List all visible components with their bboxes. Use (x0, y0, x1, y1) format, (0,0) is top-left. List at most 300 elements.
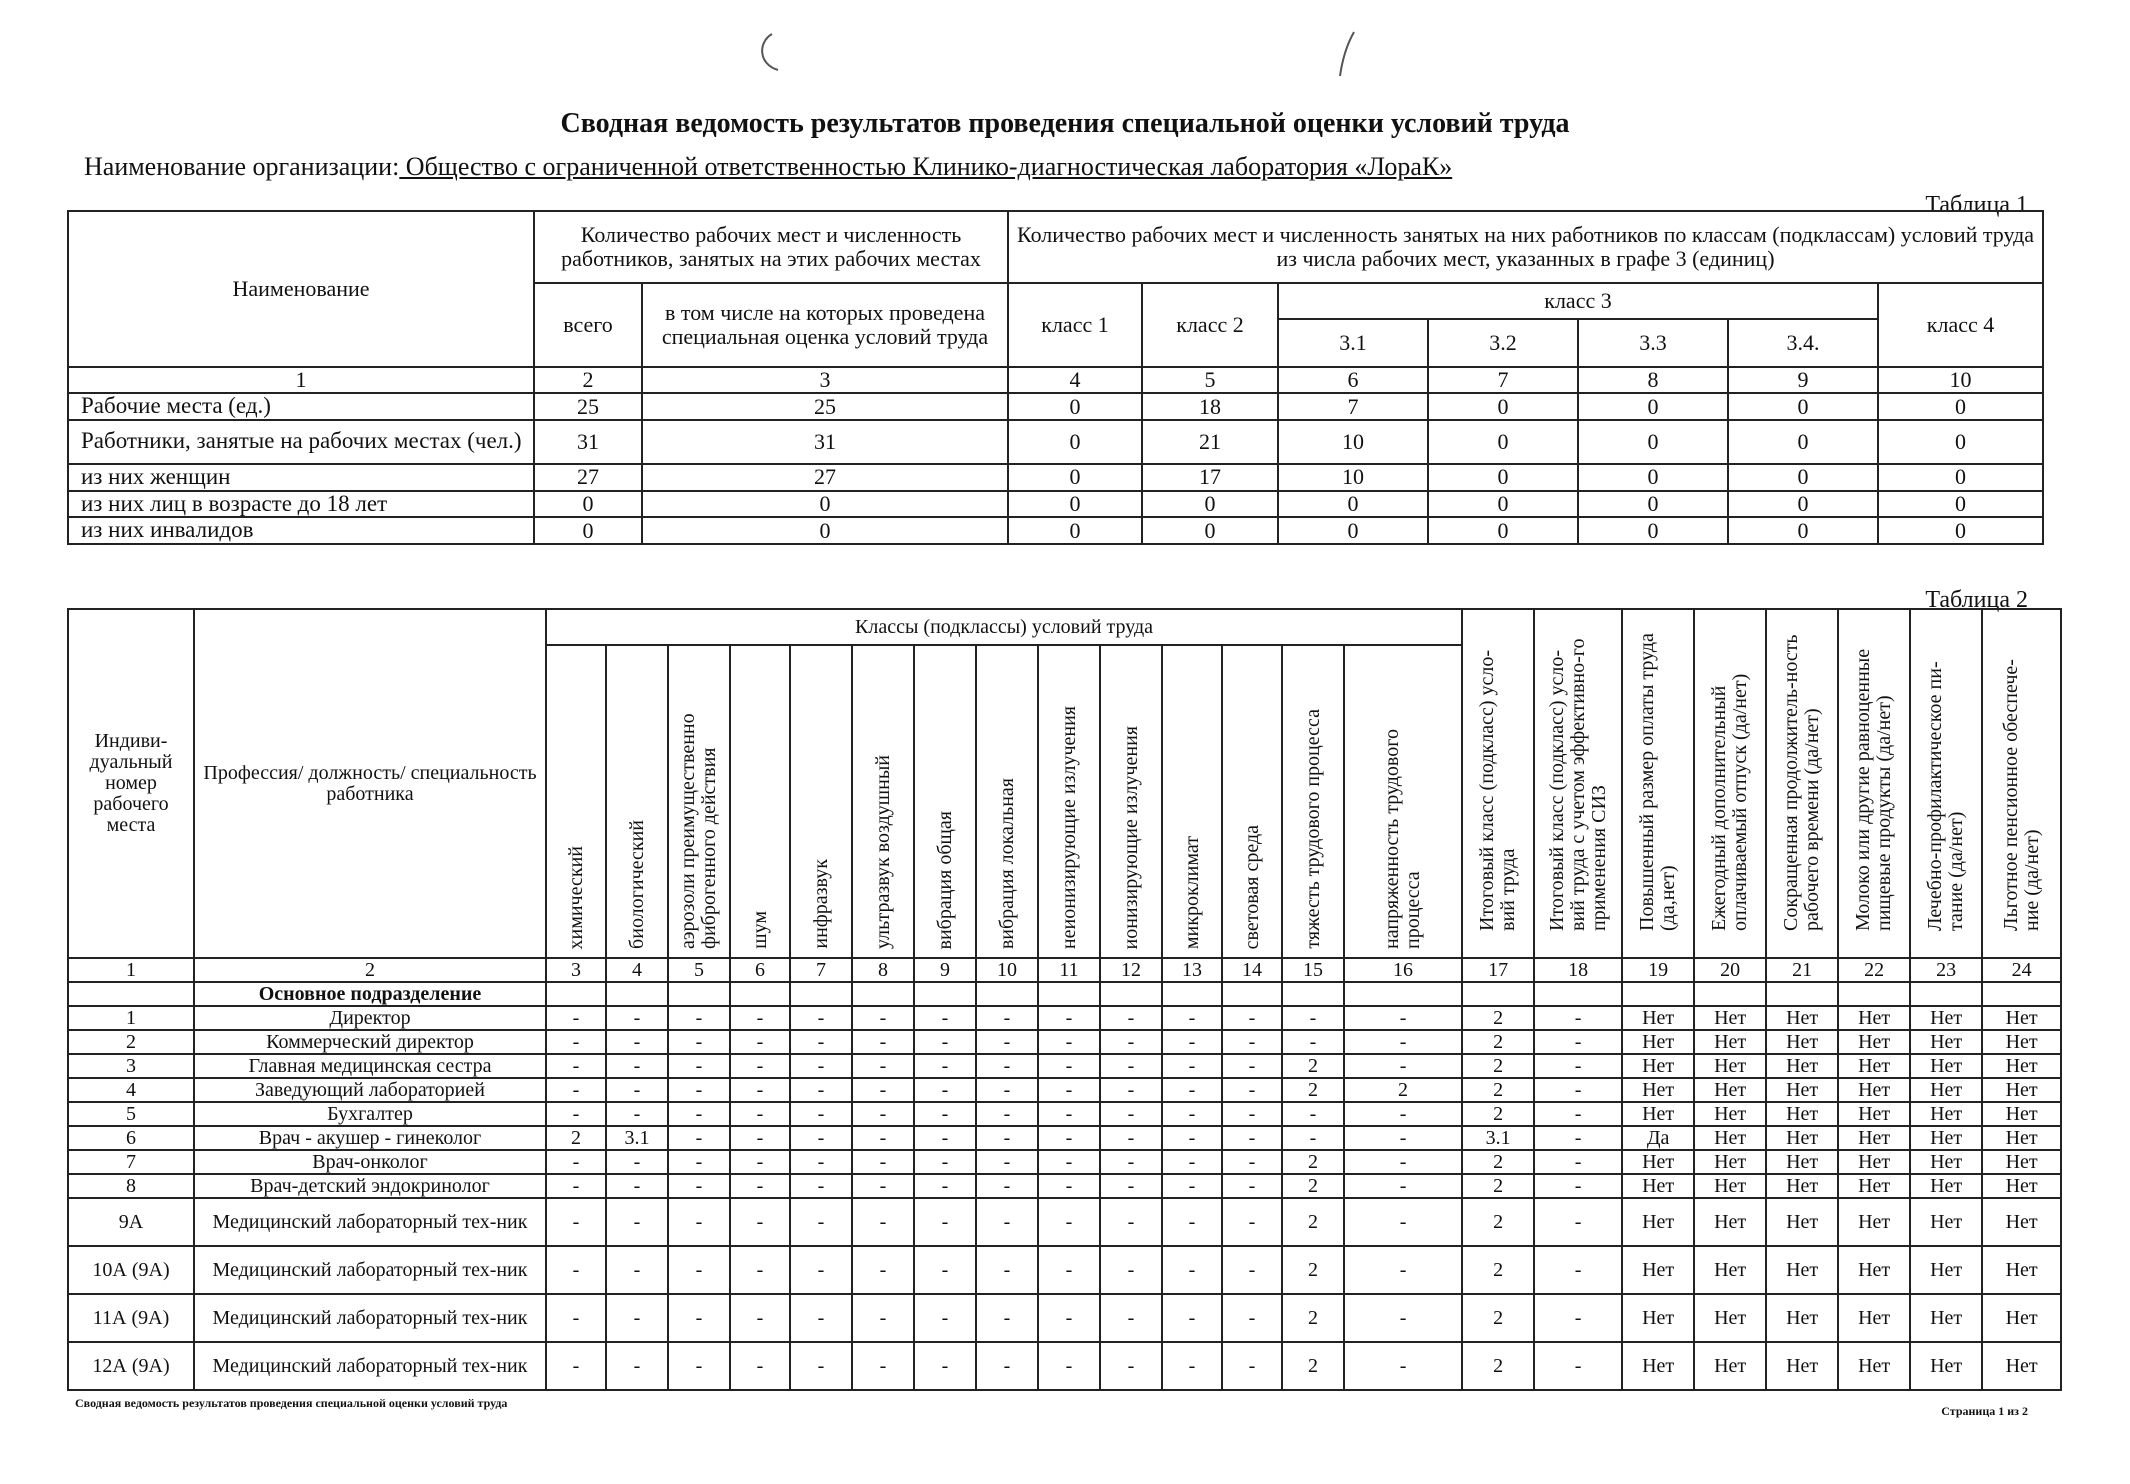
t2-cell: - (1162, 1174, 1222, 1198)
t2-cell: Нет (1982, 1294, 2061, 1342)
t2-cell: - (1038, 1102, 1100, 1126)
t2-cell: - (1100, 1126, 1162, 1150)
t2-cell: Нет (1622, 1246, 1694, 1294)
t2-cell: - (852, 1078, 914, 1102)
t2-cell: - (914, 1294, 976, 1342)
t2-cell: Нет (1910, 1342, 1982, 1390)
t2-section-spacer (1534, 982, 1622, 1006)
t2-cell: - (1534, 1198, 1622, 1246)
t2-cell: Нет (1622, 1294, 1694, 1342)
t2-factor-label: напряженность трудового процесса (1381, 729, 1425, 949)
t2-cell: Нет (1766, 1150, 1838, 1174)
t2-cell: Нет (1622, 1078, 1694, 1102)
t2-factor-header (1222, 645, 1282, 958)
t2-cell: - (976, 1246, 1038, 1294)
t2-section-spacer (1766, 982, 1838, 1006)
t2-row-id: 9А (68, 1198, 194, 1246)
t2-cell: - (606, 1030, 668, 1054)
t1-col-number: 2 (534, 367, 642, 393)
t2-cell: Нет (1910, 1078, 1982, 1102)
t2-cell: - (852, 1342, 914, 1390)
t2-cell: Нет (1982, 1150, 2061, 1174)
t2-cell: - (1100, 1342, 1162, 1390)
t2-cell: - (546, 1246, 606, 1294)
t2-row-id: 5 (68, 1102, 194, 1126)
t2-cell: Нет (1838, 1078, 1910, 1102)
t2-cell: - (976, 1006, 1038, 1030)
t2-cell: - (1162, 1006, 1222, 1030)
t1-col-number: 7 (1428, 367, 1578, 393)
t2-cell: Нет (1910, 1198, 1982, 1246)
t1-cell: 0 (1008, 393, 1142, 420)
t1-cell: 25 (534, 393, 642, 420)
t2-cell: Нет (1694, 1030, 1766, 1054)
t2-cell: Нет (1766, 1078, 1838, 1102)
t2-cell: - (1222, 1054, 1282, 1078)
t2-cell: Нет (1622, 1030, 1694, 1054)
t2-cell: - (1100, 1174, 1162, 1198)
t1-cell: 0 (1008, 420, 1142, 464)
t2-col-number: 21 (1766, 958, 1838, 982)
t2-cell: Нет (1838, 1102, 1910, 1126)
t2-cell: - (1038, 1054, 1100, 1078)
t2-cell: Нет (1982, 1054, 2061, 1078)
t2-cell: - (790, 1030, 852, 1054)
t2-cell: Нет (1766, 1198, 1838, 1246)
t2-cell: - (1534, 1054, 1622, 1078)
footer-left: Сводная ведомость результатов проведения специальной оценки условий труда (75, 1396, 508, 1410)
t2-cell: - (914, 1198, 976, 1246)
t2-section-spacer (1838, 982, 1910, 1006)
t1-body (68, 393, 2043, 544)
t1-cell: 0 (1428, 517, 1578, 544)
t2-header-extra: Молоко или другие равноценные пищевые продукты (да/нет) (1838, 609, 1910, 958)
t2-row (68, 1246, 2061, 1294)
t2-col-number: 16 (1344, 958, 1462, 982)
t2-cell: - (790, 1174, 852, 1198)
t2-cell: 2 (1282, 1150, 1344, 1174)
t2-cell: Нет (1838, 1030, 1910, 1054)
t2-section-spacer (730, 982, 790, 1006)
t2-section-spacer (1344, 982, 1462, 1006)
t2-cell: - (852, 1102, 914, 1126)
t2-col-number: 22 (1838, 958, 1910, 982)
t1-header-class3: класс 3 (1278, 283, 1878, 319)
t2-cell: - (1534, 1126, 1622, 1150)
t2-cell: - (1038, 1198, 1100, 1246)
t2-cell: 3.1 (606, 1126, 668, 1150)
t1-header-sub: 3.1 (1278, 319, 1428, 367)
t2-cell: - (976, 1054, 1038, 1078)
t2-cell: - (1222, 1126, 1282, 1150)
t2-cell: - (976, 1150, 1038, 1174)
t2-row-profession: Бухгалтер (194, 1102, 546, 1126)
t2-cell: - (1282, 1126, 1344, 1150)
organization-label: Наименование организации: (84, 152, 400, 181)
t2-header-profession: Профессия/ должность/ специальность работника (194, 609, 546, 958)
t2-cell: Нет (1694, 1294, 1766, 1342)
t2-row (68, 1174, 2061, 1198)
t2-col-number: 15 (1282, 958, 1344, 982)
t2-factor-label: биологический (625, 820, 648, 949)
t1-cell: 0 (1878, 491, 2043, 518)
t2-cell: Нет (1910, 1150, 1982, 1174)
t2-row (68, 1342, 2061, 1390)
t1-header-total: всего (534, 283, 642, 367)
table2-caption: Таблица 2 (1925, 587, 2028, 613)
t2-cell: - (606, 1174, 668, 1198)
t2-factor-label: инфразвук (809, 859, 832, 949)
t2-cell: - (976, 1174, 1038, 1198)
t2-row-id: 1 (68, 1006, 194, 1030)
t1-cell: 0 (642, 517, 1008, 544)
t2-cell: - (1162, 1246, 1222, 1294)
t2-cell: Нет (1622, 1006, 1694, 1030)
t2-cell: - (606, 1006, 668, 1030)
t2-cell: - (1534, 1342, 1622, 1390)
t2-row (68, 1054, 2061, 1078)
t2-cell: - (1344, 1174, 1462, 1198)
t2-section-spacer (1222, 982, 1282, 1006)
t2-cell: 2 (1462, 1294, 1534, 1342)
t2-cell: Нет (1694, 1342, 1766, 1390)
t2-section-spacer (1100, 982, 1162, 1006)
t2-cell: - (606, 1078, 668, 1102)
t1-cell: 31 (534, 420, 642, 464)
t2-cell: 2 (1282, 1198, 1344, 1246)
t1-row (68, 517, 2043, 544)
t1-cell: 27 (642, 464, 1008, 491)
t2-cell: - (668, 1126, 730, 1150)
t2-cell: - (914, 1054, 976, 1078)
t2-cell: - (1534, 1174, 1622, 1198)
t2-cell: - (668, 1054, 730, 1078)
t2-cell: - (1222, 1294, 1282, 1342)
t2-cell: - (790, 1198, 852, 1246)
t2-cell: Нет (1910, 1126, 1982, 1150)
t2-factor-header (1162, 645, 1222, 958)
t1-header-sub: 3.4. (1728, 319, 1878, 367)
t2-cell: - (546, 1030, 606, 1054)
t2-cell: - (546, 1342, 606, 1390)
t2-cell: - (1222, 1030, 1282, 1054)
pen-mark (748, 28, 808, 78)
t1-cell: 0 (1878, 517, 2043, 544)
t2-cell: - (606, 1102, 668, 1126)
t2-cell: 2 (1462, 1246, 1534, 1294)
document-title: Сводная ведомость результатов проведения специальной оценки условий труда (560, 108, 1570, 139)
t2-col-number: 24 (1982, 958, 2061, 982)
t2-cell: - (668, 1006, 730, 1030)
t2-cell: Нет (1766, 1342, 1838, 1390)
t2-cell: - (1222, 1102, 1282, 1126)
t2-cell: Нет (1694, 1246, 1766, 1294)
t2-cell: Нет (1694, 1054, 1766, 1078)
t2-cell: - (790, 1078, 852, 1102)
t2-cell: - (914, 1030, 976, 1054)
t2-row-id: 7 (68, 1150, 194, 1174)
t2-cell: - (790, 1126, 852, 1150)
t2-section-spacer (1910, 982, 1982, 1006)
t2-cell: - (606, 1294, 668, 1342)
t2-cell: - (852, 1150, 914, 1174)
t2-cell: Нет (1694, 1078, 1766, 1102)
t2-cell: - (668, 1198, 730, 1246)
t2-cell: - (730, 1150, 790, 1174)
t2-factor-header (546, 645, 606, 958)
t2-section-spacer (1462, 982, 1534, 1006)
t2-cell: - (1344, 1246, 1462, 1294)
t2-factor-label: шум (748, 911, 771, 949)
t2-header-extra: Итоговый класс (подкласс) усло-вий труда (1462, 609, 1534, 958)
t1-col-number: 10 (1878, 367, 2043, 393)
t1-cell: 31 (642, 420, 1008, 464)
t2-cell: Нет (1838, 1126, 1910, 1150)
t2-cell: - (1222, 1174, 1282, 1198)
t2-cell: - (1222, 1342, 1282, 1390)
t2-cell: - (606, 1246, 668, 1294)
t2-cell: - (1038, 1174, 1100, 1198)
t2-factor-label: ионизирующие излучения (1119, 725, 1142, 949)
t2-cell: - (730, 1078, 790, 1102)
t2-col-number: 14 (1222, 958, 1282, 982)
t2-cell: - (1534, 1006, 1622, 1030)
t2-factor-header (668, 645, 730, 958)
t2-cell: 2 (1344, 1078, 1462, 1102)
t2-cell: - (1534, 1030, 1622, 1054)
t2-cell: - (1162, 1078, 1222, 1102)
t2-factor-label: аэрозоли преимущественно фиброгенного действия (677, 713, 720, 949)
t2-cell: - (730, 1102, 790, 1126)
t2-cell: - (1162, 1342, 1222, 1390)
t1-cell: 0 (1578, 393, 1728, 420)
t2-cell: - (1038, 1126, 1100, 1150)
t2-cell: Нет (1766, 1174, 1838, 1198)
t2-cell: - (1038, 1342, 1100, 1390)
t2-cell: - (914, 1102, 976, 1126)
t2-row-id: 10А (9А) (68, 1246, 194, 1294)
t2-cell: Нет (1982, 1198, 2061, 1246)
t2-col-number: 19 (1622, 958, 1694, 982)
t2-row (68, 1294, 2061, 1342)
t2-section-spacer (914, 982, 976, 1006)
t1-cell: 0 (1578, 420, 1728, 464)
t2-cell: Нет (1838, 1006, 1910, 1030)
t2-cell: 2 (1462, 1102, 1534, 1126)
t2-cell: - (1222, 1246, 1282, 1294)
t2-cell: - (914, 1006, 976, 1030)
t2-cell: - (668, 1078, 730, 1102)
t2-col-number: 13 (1162, 958, 1222, 982)
t2-cell: - (1038, 1246, 1100, 1294)
t2-col-number: 7 (790, 958, 852, 982)
t1-cell: 0 (1728, 491, 1878, 518)
t2-cell: - (546, 1198, 606, 1246)
t2-cell: - (668, 1342, 730, 1390)
t2-cell: Нет (1622, 1198, 1694, 1246)
t2-col-number: 10 (976, 958, 1038, 982)
t2-section-spacer (1694, 982, 1766, 1006)
t2-cell: Нет (1622, 1054, 1694, 1078)
t2-cell: Нет (1766, 1054, 1838, 1078)
t2-cell: - (976, 1078, 1038, 1102)
t2-col-number: 17 (1462, 958, 1534, 982)
t2-row (68, 1078, 2061, 1102)
t2-cell: - (914, 1174, 976, 1198)
t2-cell: - (730, 1174, 790, 1198)
t1-row (68, 393, 2043, 420)
t2-cell: - (1100, 1294, 1162, 1342)
t2-cell: Нет (1838, 1294, 1910, 1342)
t2-column-numbers (68, 958, 2061, 982)
t2-body (68, 982, 2061, 1390)
t2-cell: - (852, 1054, 914, 1078)
t2-col-number: 3 (546, 958, 606, 982)
t2-row-profession: Медицинский лабораторный тех-ник (194, 1294, 546, 1342)
t2-cell: - (668, 1150, 730, 1174)
t1-cell: 17 (1142, 464, 1278, 491)
t2-cell: - (914, 1126, 976, 1150)
t2-col-number: 20 (1694, 958, 1766, 982)
t2-cell: - (1038, 1030, 1100, 1054)
t2-cell: 2 (1282, 1294, 1344, 1342)
t2-cell: - (1222, 1078, 1282, 1102)
t1-header-assessed: в том числе на которых проведена специальная оценка условий труда (642, 283, 1008, 367)
t1-header-count-group: Количество рабочих мест и численность работников, занятых на этих рабочих местах (534, 211, 1008, 283)
t1-cell: 0 (1278, 517, 1428, 544)
t1-cell: 0 (1728, 464, 1878, 491)
t2-row-id: 8 (68, 1174, 194, 1198)
t2-cell: 2 (1462, 1054, 1534, 1078)
t2-cell: - (730, 1198, 790, 1246)
t2-factor-header (1100, 645, 1162, 958)
t2-cell: - (1534, 1294, 1622, 1342)
t1-cell: 0 (1578, 517, 1728, 544)
t2-cell: - (1222, 1198, 1282, 1246)
t2-cell: Нет (1694, 1006, 1766, 1030)
t2-cell: Нет (1910, 1030, 1982, 1054)
t1-cell: 0 (642, 491, 1008, 518)
t2-cell: - (914, 1246, 976, 1294)
t2-cell: - (790, 1006, 852, 1030)
t2-row (68, 1126, 2061, 1150)
t2-col-number: 11 (1038, 958, 1100, 982)
t2-cell: - (1534, 1246, 1622, 1294)
t1-header-sub: 3.2 (1428, 319, 1578, 367)
t2-cell: - (1534, 1102, 1622, 1126)
t2-row-profession: Заведующий лабораторией (194, 1078, 546, 1102)
t1-cell: 0 (1278, 491, 1428, 518)
t2-cell: - (1162, 1126, 1222, 1150)
t2-cell: - (546, 1294, 606, 1342)
t2-col-number: 9 (914, 958, 976, 982)
t2-factor-header (730, 645, 790, 958)
t2-cell: Нет (1982, 1126, 2061, 1150)
t2-cell: - (1534, 1150, 1622, 1174)
t2-factor-label: вибрация локальная (995, 777, 1018, 949)
t2-cell: 2 (1462, 1006, 1534, 1030)
t2-factor-header (1282, 645, 1344, 958)
t2-cell: - (976, 1198, 1038, 1246)
t2-cell: Нет (1622, 1342, 1694, 1390)
t2-cell: - (730, 1342, 790, 1390)
t2-factor-header (914, 645, 976, 958)
t2-cell: 2 (1282, 1174, 1344, 1198)
t2-cell: - (790, 1054, 852, 1078)
t2-col-number: 12 (1100, 958, 1162, 982)
t2-cell: - (1534, 1078, 1622, 1102)
t2-cell: Нет (1694, 1198, 1766, 1246)
t2-section-spacer (1982, 982, 2061, 1006)
pen-mark (1330, 26, 1370, 86)
t1-col-number: 8 (1578, 367, 1728, 393)
t2-cell: Нет (1982, 1030, 2061, 1054)
t2-cell: - (852, 1246, 914, 1294)
t2-cell: 2 (1282, 1342, 1344, 1390)
t2-cell: - (914, 1342, 976, 1390)
t1-col-number: 1 (68, 367, 534, 393)
t2-cell: Нет (1982, 1006, 2061, 1030)
t2-col-number: 8 (852, 958, 914, 982)
t1-header-class2: класс 2 (1142, 283, 1278, 367)
t2-cell: Нет (1910, 1246, 1982, 1294)
t2-row (68, 1030, 2061, 1054)
t2-cell: - (546, 1150, 606, 1174)
t2-cell: - (914, 1150, 976, 1174)
t2-cell: - (606, 1342, 668, 1390)
t2-cell: Нет (1766, 1102, 1838, 1126)
t2-row-id: 4 (68, 1078, 194, 1102)
table1-caption: Таблица 1 (1925, 192, 2028, 218)
t2-cell: Нет (1838, 1246, 1910, 1294)
t2-cell: - (1162, 1198, 1222, 1246)
t2-cell: Нет (1982, 1246, 2061, 1294)
t2-cell: - (1100, 1030, 1162, 1054)
t2-cell: - (730, 1054, 790, 1078)
t2-cell: - (852, 1198, 914, 1246)
table1 (67, 210, 2044, 545)
t1-row-label: Работники, занятые на рабочих местах (чел.) (68, 420, 534, 464)
t2-cell: - (976, 1126, 1038, 1150)
t2-factor-label: микроклимат (1180, 835, 1203, 949)
t2-section-spacer (1038, 982, 1100, 1006)
t1-row-label: Рабочие места (ед.) (68, 393, 534, 420)
t2-cell: - (852, 1030, 914, 1054)
t2-cell: - (1038, 1150, 1100, 1174)
t2-section-spacer (1622, 982, 1694, 1006)
t2-cell: - (976, 1102, 1038, 1126)
t1-col-number: 6 (1278, 367, 1428, 393)
t2-header-id: Индиви-дуальный номер рабочего места (68, 609, 194, 958)
t2-cell: - (546, 1054, 606, 1078)
t2-cell: 2 (1462, 1198, 1534, 1246)
t1-cell: 10 (1278, 464, 1428, 491)
t2-cell: 3.1 (1462, 1126, 1534, 1150)
t2-cell: - (730, 1126, 790, 1150)
organization-line (84, 152, 1452, 182)
t2-factor-header (852, 645, 914, 958)
t2-cell: - (1162, 1054, 1222, 1078)
t2-cell: Нет (1622, 1174, 1694, 1198)
t1-cell: 0 (1428, 393, 1578, 420)
t2-cell: Нет (1838, 1198, 1910, 1246)
t1-cell: 27 (534, 464, 642, 491)
t2-cell: - (1282, 1006, 1344, 1030)
t2-cell: - (606, 1198, 668, 1246)
t2-col-number: 18 (1534, 958, 1622, 982)
t2-row-id: 6 (68, 1126, 194, 1150)
t2-cell: - (1162, 1102, 1222, 1126)
